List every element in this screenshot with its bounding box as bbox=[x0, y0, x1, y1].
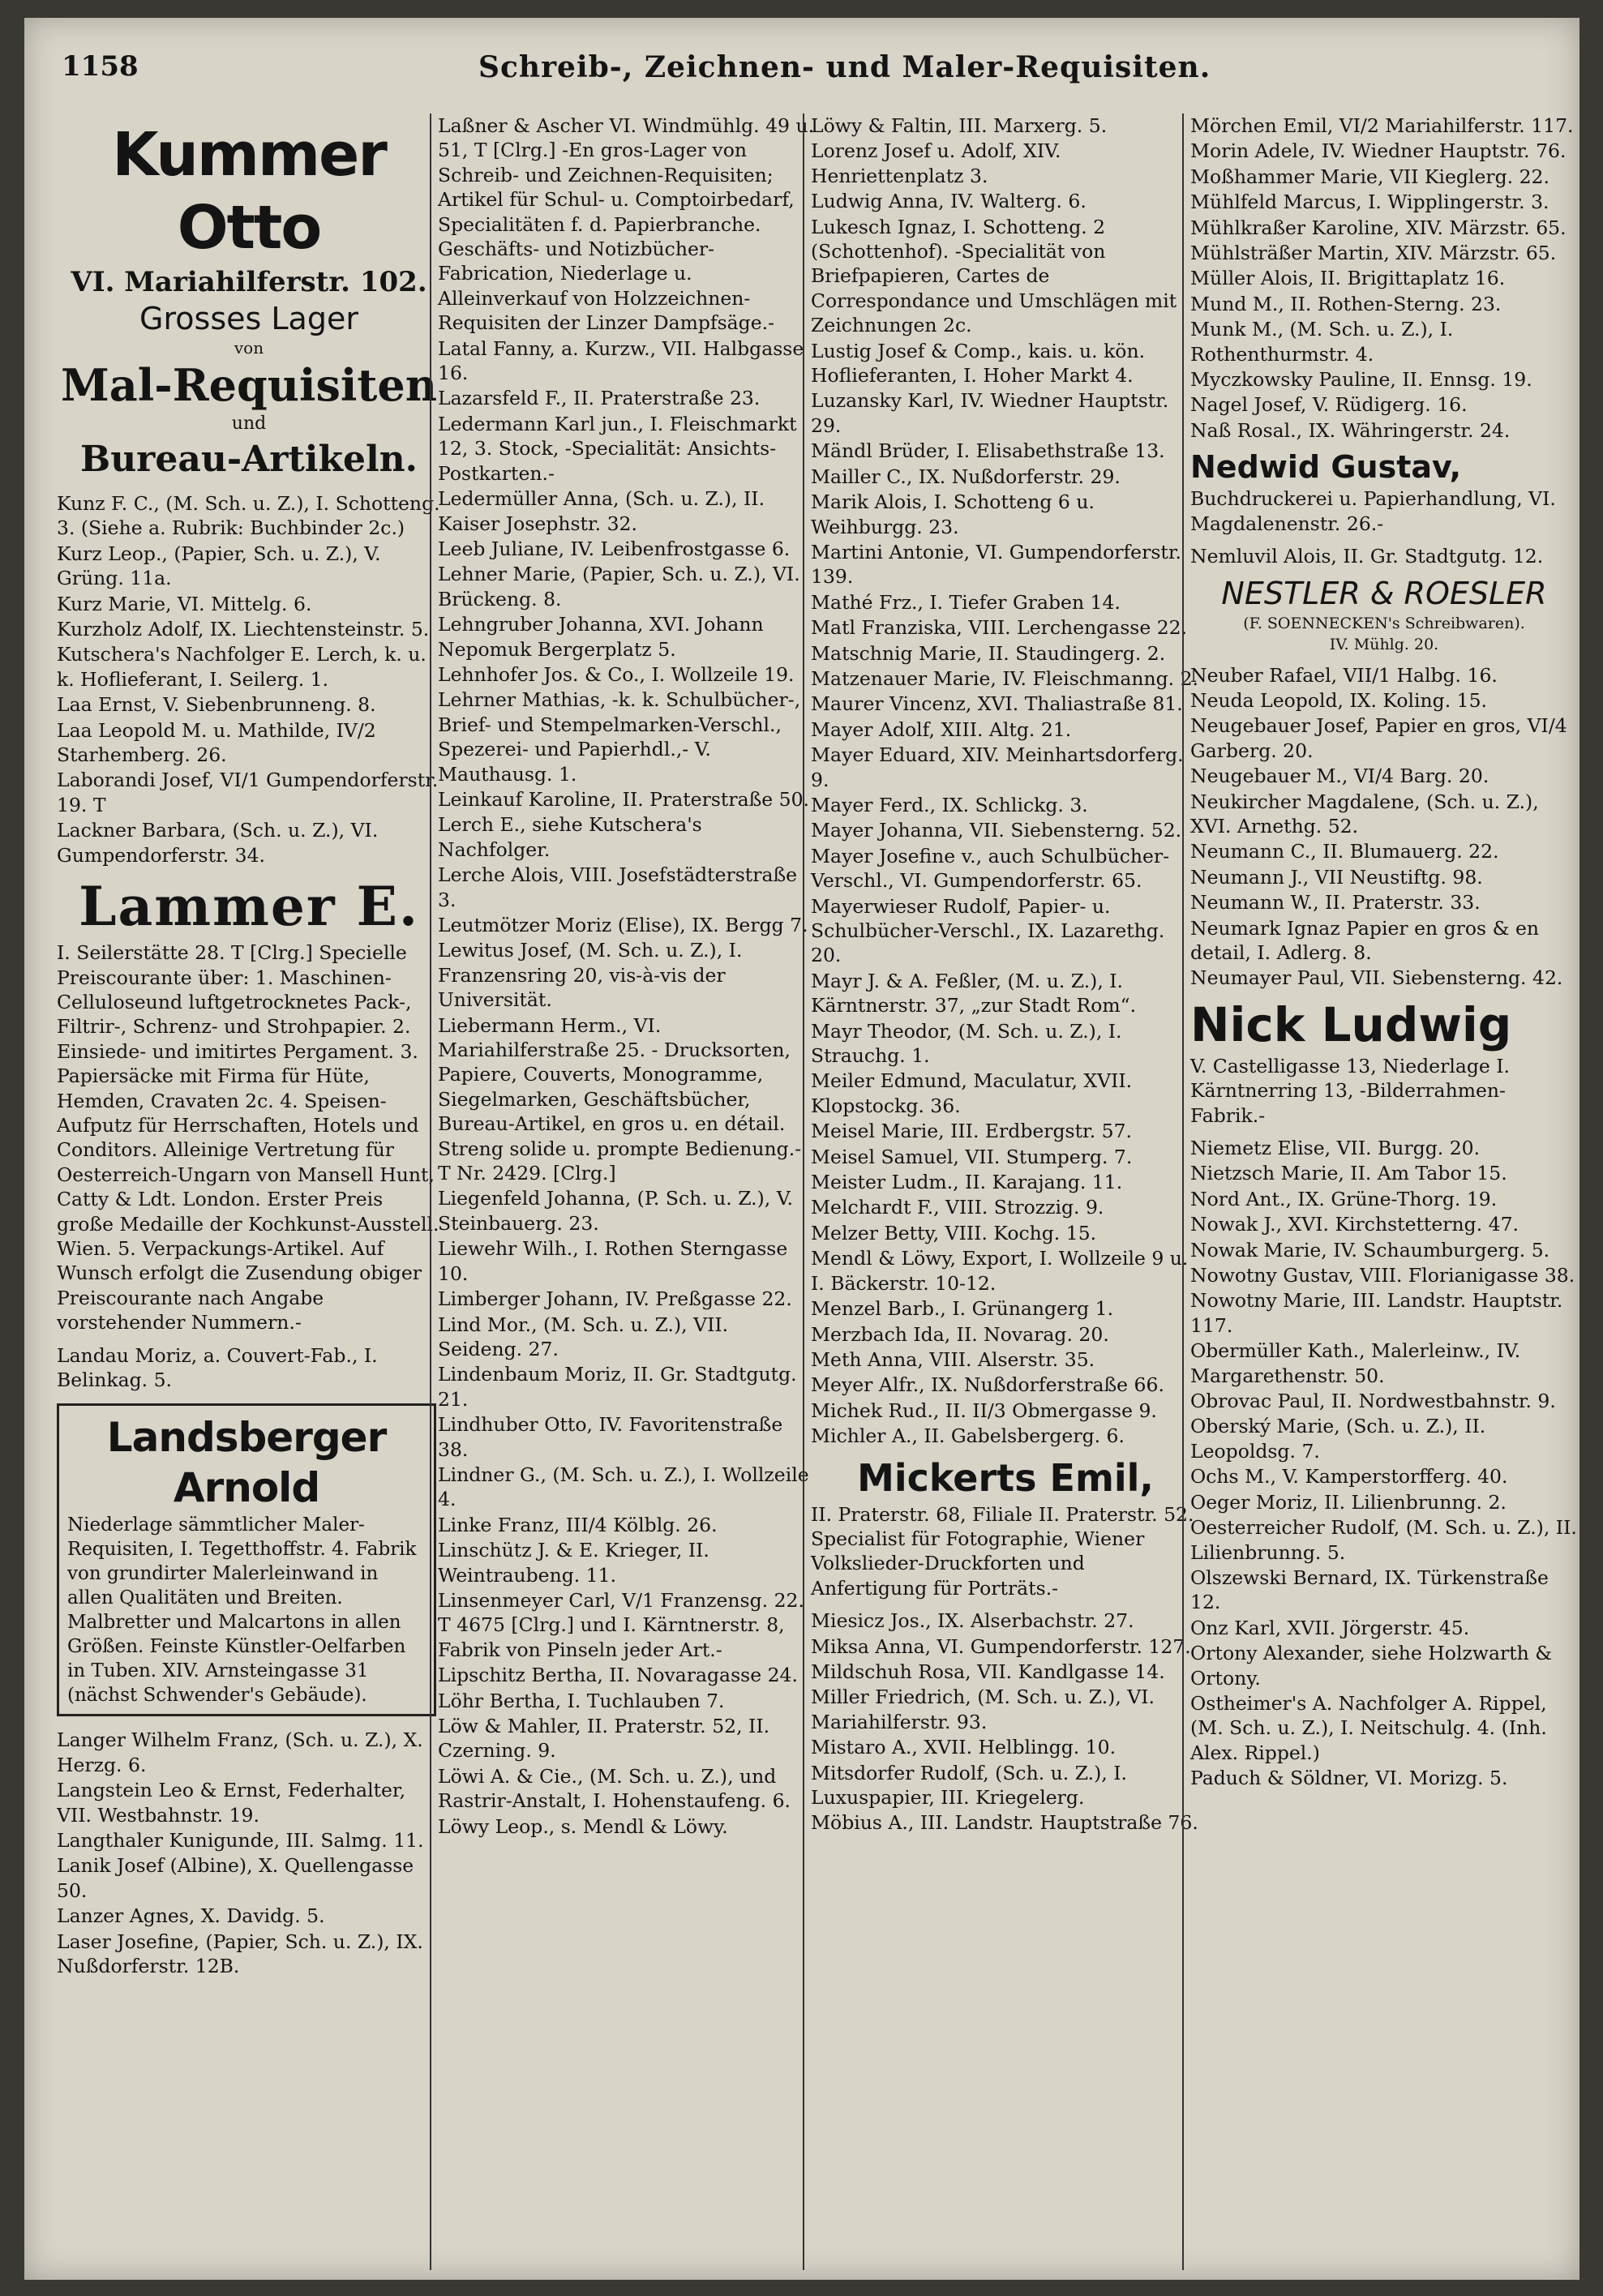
list-item: Nord Ant., IX. Grüne-Thorg. 19. bbox=[1190, 1187, 1498, 1210]
list-item: Liewehr Wilh., I. Rothen Sterngasse 10. bbox=[438, 1237, 788, 1285]
list-item: Neukircher Magdalene, (Sch. u. Z.), XVI. Arnethg. 52. bbox=[1190, 790, 1539, 837]
list-item: Meister Ludm., II. Karajang. 11. bbox=[811, 1171, 1123, 1194]
page-header bbox=[24, 50, 1579, 107]
list-item: Leutmötzer Moriz (Elise), IX. Bergg 7. bbox=[438, 914, 808, 936]
list-item: Laborandi Josef, VI/1 Gumpendorferstr. 19. T bbox=[57, 769, 439, 816]
list-item: Meisel Marie, III. Erdbergstr. 57. bbox=[811, 1120, 1133, 1143]
ad-lammer bbox=[57, 872, 441, 1335]
list-item: Meyer Alfr., IX. Nußdorferstraße 66. bbox=[811, 1373, 1164, 1397]
list-item: Neumayer Paul, VII. Siebensterng. 42. bbox=[1190, 966, 1563, 990]
ad-landsberger-body: Niederlage sämmtlicher Maler-Requisiten, I. Tegetthoffstr. 4. Fabrik von grundirter Malerleinwand in allen Qualitäten und Breiten. Malbretter und Malcartons in allen Größen. Feinste Künstler-Oelfarben in Tuben. XIV. Arnsteingasse 31 (nächst Schwender's Gebäude). bbox=[67, 1514, 417, 1707]
list-item: Mayer Johanna, VII. Siebensterng. 52. bbox=[811, 819, 1182, 842]
ad-lammer-name: Lammer E. bbox=[79, 875, 419, 939]
ad-nick-name: Nick Ludwig bbox=[1190, 996, 1512, 1052]
list-item: Matschnig Marie, II. Staudingerg. 2. bbox=[811, 641, 1166, 665]
list-item: Munk M., (M. Sch. u. Z.), I. Rothenthurmstr. 4. bbox=[1190, 318, 1454, 366]
list-item: Mühlkraßer Karoline, XIV. Märzstr. 65. bbox=[1190, 216, 1567, 239]
list-item: Linschütz J. & E. Krieger, II. Weintraubeng. 11. bbox=[438, 1539, 709, 1587]
list-item: Nowotny Gustav, VIII. Florianigasse 38. bbox=[1190, 1264, 1575, 1287]
ad-nick-ludwig bbox=[1190, 996, 1578, 1128]
list-item: Kurz Marie, VI. Mittelg. 6. bbox=[57, 592, 312, 615]
list-item: Ludwig Anna, IV. Walterg. 6. bbox=[811, 190, 1087, 213]
ad-lammer-body: I. Seilerstätte 28. T [Clrg.] Specielle Preiscourante über: 1. Maschinen-Celluloseund luftgetrocknetes Pack-, Filtrir-, Schrenz- und Strohpapier. 2. Einsiede- und imitirtes Pergament. 3. Papiersäcke mit Firma für Hüte, Hemden, Cravaten 2c. 4. Speisen-Aufputz für Herrschaften, Hotels und Conditors. Alleinige Vertretung für Oesterreich-Ungarn von Mansell Hunt, Catty & Ldt. London. Erster Preis große Medaille der Kochkunst-Ausstell. Wien. 5. Verpackungs-Artikel. Auf Wunsch erfolgt die Zusendung obiger Preiscourante nach Angabe vorstehender Nummern.- bbox=[57, 941, 439, 1334]
list-item: Mund M., II. Rothen-Sterng. 23. bbox=[1190, 292, 1502, 315]
list-item: Kurz Leop., (Papier, Sch. u. Z.), V. Grüng. 11a. bbox=[57, 542, 381, 590]
list-item: Martini Antonie, VI. Gumpendorferstr. 139. bbox=[811, 540, 1181, 589]
list-item: Lerche Alois, VIII. Josefstädterstraße 3. bbox=[438, 863, 798, 911]
list-item: Matl Franziska, VIII. Lerchengasse 22. bbox=[811, 616, 1188, 640]
list-item: Nagel Josef, V. Rüdigerg. 16. bbox=[1190, 393, 1468, 417]
list-item: Niemetz Elise, VII. Burgg. 20. bbox=[1190, 1137, 1481, 1159]
list-item: Lanik Josef (Albine), X. Quellengasse 50. bbox=[57, 1854, 414, 1902]
list-item: Latal Fanny, a. Kurzw., VII. Halbgasse 16. bbox=[438, 336, 804, 385]
list-item: Kutschera's Nachfolger E. Lerch, k. u. k. Hoflieferant, I. Seilerg. 1. bbox=[57, 643, 426, 691]
list-item: Leeb Juliane, IV. Leibenfrostgasse 6. bbox=[438, 537, 791, 560]
list-item: Miksa Anna, VI. Gumpendorferstr. 127. bbox=[811, 1634, 1191, 1658]
list-item: Mayer Josefine v., auch Schulbücher-Verschl., VI. Gumpendorferstr. 65. bbox=[811, 844, 1170, 893]
list-item: Liebermann Herm., VI. Mariahilferstraße 25. - Drucksorten, Papiere, Couverts, Monogramme, Siegelmarken, Geschäftsbücher, Bureau-Artikel, en gros u. en détail. Streng solide u. prompte Bedienung.- T Nr. 2429. [Clrg.] bbox=[438, 1013, 802, 1185]
page-number: 1158 bbox=[62, 50, 139, 83]
list-item: Müller Alois, II. Brigittaplatz 16. bbox=[1190, 267, 1506, 290]
list-item: Mühlsträßer Martin, XIV. Märzstr. 65. bbox=[1190, 242, 1557, 265]
list-item: Neuber Rafael, VII/1 Halbg. 16. bbox=[1190, 663, 1498, 687]
list-item: Nietzsch Marie, II. Am Tabor 15. bbox=[1190, 1162, 1507, 1185]
list-item: Mendl & Löwy, Export, I. Wollzeile 9 u. I. Bäckerstr. 10-12. bbox=[811, 1247, 1189, 1295]
list-item: Lehrner Mathias, -k. k. Schulbücher-, Brief- und Stempelmarken-Verschl., Spezerei- und Papierhdl.,- V. Mauthausg. 1. bbox=[438, 688, 801, 786]
list-item: Mathé Frz., I. Tiefer Graben 14. bbox=[811, 590, 1121, 614]
list-item: Laßner & Ascher VI. Windmühlg. 49 u. 51, T [Clrg.] -En gros-Lager von Schreib- und Zeichnen-Requisiten; Artikel für Schul- u. Comptoirbedarf, Specialitäten f. d. Papierbranche. Geschäfts- und Notizbücher-Fabrication, Niederlage u. Alleinverkauf von Holzzeichnen-Requisiten der Linzer Dampfsäge.- bbox=[438, 114, 815, 335]
list-item: Landau Moriz, a. Couvert-Fab., I. Belinkag. 5. bbox=[57, 1343, 378, 1391]
ad-kummer-name: Kummer Otto bbox=[112, 120, 386, 263]
column-1 bbox=[57, 114, 441, 2270]
list-item: Laa Leopold M. u. Mathilde, IV/2 Starhemberg. 26. bbox=[57, 718, 376, 767]
list-item: Langer Wilhelm Franz, (Sch. u. Z.), X. Herzg. 6. bbox=[57, 1728, 423, 1776]
list-item: Lehngruber Johanna, XVI. Johann Nepomuk Bergerplatz 5. bbox=[438, 613, 764, 661]
list-item: Linsenmeyer Carl, V/1 Franzensg. 22. T 4675 [Clrg.] und I. Kärntnerstr. 8, Fabrik von Pinseln jeder Art.- bbox=[438, 1588, 804, 1661]
list-item: Mistaro A., XVII. Helblingg. 10. bbox=[811, 1736, 1117, 1759]
list-item: Lindenbaum Moriz, II. Gr. Stadtgutg. 21. bbox=[438, 1363, 797, 1411]
list-item: Kurzholz Adolf, IX. Liechtensteinstr. 5. bbox=[57, 618, 430, 641]
list-item: Löwi A. & Cie., (M. Sch. u. Z.), und Rastrir-Anstalt, I. Hohenstaufeng. 6. bbox=[438, 1764, 791, 1813]
list-item: Mayr Theodor, (M. Sch. u. Z.), I. Strauchg. 1. bbox=[811, 1019, 1122, 1068]
list-item: Mitsdorfer Rudolf, (Sch. u. Z.), I. Luxuspapier, III. Kriegelerg. bbox=[811, 1761, 1127, 1809]
list-item: Ostheimer's A. Nachfolger A. Rippel, (M. Sch. u. Z.), I. Neitschulg. 4. (Inh. Alex. Rippel.) bbox=[1190, 1691, 1547, 1764]
list-item: Mildschuh Rosa, VII. Kandlgasse 14. bbox=[811, 1660, 1165, 1683]
list-item: Oeger Moriz, II. Lilienbrunng. 2. bbox=[1190, 1490, 1507, 1514]
list-item: Lind Mor., (M. Sch. u. Z.), VII. Seideng. 27. bbox=[438, 1313, 729, 1360]
list-item: Lewitus Josef, (M. Sch. u. Z.), I. Franzensring 20, vis-à-vis der Universität. bbox=[438, 939, 743, 1012]
list-item: Langthaler Kunigunde, III. Salmg. 11. bbox=[57, 1829, 424, 1853]
list-item: Neumann C., II. Blumauerg. 22. bbox=[1190, 840, 1499, 863]
ad-nestler-line2: IV. Mühlg. 20. bbox=[1329, 635, 1439, 653]
ad-mickerts-body: II. Praterstr. 68, Filiale II. Praterstr. 52. Specialist für Fotographie, Wiener Volkslieder-Druckforten und Anfertigung für Porträts.- bbox=[811, 1502, 1194, 1600]
list-item: Meth Anna, VIII. Alserstr. 35. bbox=[811, 1347, 1095, 1371]
list-item: Mayer Eduard, XIV. Meinhartsdorferg. 9. bbox=[811, 743, 1184, 791]
column-2 bbox=[430, 114, 815, 2270]
list-item: Leinkauf Karoline, II. Praterstraße 50. bbox=[438, 787, 810, 811]
list-item: Melchardt F., VIII. Strozzig. 9. bbox=[811, 1196, 1104, 1219]
list-item: Michek Rud., II. II/3 Obmergasse 9. bbox=[811, 1399, 1157, 1422]
list-item: Löw & Mahler, II. Praterstr. 52, II. Czerning. 9. bbox=[438, 1715, 770, 1763]
list-item: Lipschitz Bertha, II. Novaragasse 24. bbox=[438, 1664, 798, 1687]
list-item: Lehner Marie, (Papier, Sch. u. Z.), VI. Brückeng. 8. bbox=[438, 563, 800, 610]
ad-mickerts bbox=[811, 1454, 1200, 1601]
ad-kummer-line1: Grosses Lager bbox=[139, 301, 358, 336]
list-item: Neumann J., VII Neustiftg. 98. bbox=[1190, 865, 1483, 889]
list-item: Matzenauer Marie, IV. Fleischmanng. 2. bbox=[811, 666, 1199, 690]
list-item: Mändl Brüder, I. Elisabethstraße 13. bbox=[811, 439, 1165, 463]
list-item: Michler A., II. Gabelsbergerg. 6. bbox=[811, 1424, 1125, 1448]
list-item: Neumark Ignaz Papier en gros & en detail, I. Adlerg. 8. bbox=[1190, 916, 1539, 964]
list-item: Lindner G., (M. Sch. u. Z.), I. Wollzeile 4. bbox=[438, 1463, 809, 1511]
list-item: Neuda Leopold, IX. Koling. 15. bbox=[1190, 688, 1488, 712]
list-item: Lazarsfeld F., II. Praterstraße 23. bbox=[438, 387, 761, 410]
list-item: Marik Alois, I. Schotteng 6 u. Weihburgg. 23. bbox=[811, 490, 1095, 538]
list-item: Löwy Leop., s. Mendl & Löwy. bbox=[438, 1814, 728, 1838]
list-item: Oberský Marie, (Sch. u. Z.), II. Leopoldsg. 7. bbox=[1190, 1415, 1486, 1463]
column-3 bbox=[803, 114, 1200, 2270]
ad-kummer-line5: Bureau-Artikeln. bbox=[80, 439, 418, 480]
list-item: Nowak Marie, IV. Schaumburgerg. 5. bbox=[1190, 1238, 1550, 1262]
list-item: Nowotny Marie, III. Landstr. Hauptstr. 117. bbox=[1190, 1289, 1563, 1337]
ad-kummer-line4: und bbox=[231, 413, 267, 434]
list-item: Lackner Barbara, (Sch. u. Z.), VI. Gumpendorferstr. 34. bbox=[57, 819, 379, 867]
list-item: Lanzer Agnes, X. Davidg. 5. bbox=[57, 1904, 325, 1928]
list-item: Lindhuber Otto, IV. Favoritenstraße 38. bbox=[438, 1413, 783, 1461]
ad-mickerts-name: Mickerts Emil, bbox=[857, 1455, 1154, 1500]
list-item: Neugebauer Josef, Papier en gros, VI/4 Garberg. 20. bbox=[1190, 714, 1567, 762]
list-item: Lorenz Josef u. Adolf, XIV. Henriettenplatz 3. bbox=[811, 139, 1061, 187]
list-item: Nowak J., XVI. Kirchstetterng. 47. bbox=[1190, 1213, 1519, 1236]
list-item: Mailler C., IX. Nußdorferstr. 29. bbox=[811, 465, 1121, 488]
ad-kummer-address: VI. Mariahilferstr. 102. bbox=[71, 266, 427, 298]
list-item: Lustig Josef & Comp., kais. u. kön. Hoflieferanten, I. Hoher Markt 4. bbox=[811, 339, 1146, 388]
list-item: Löhr Bertha, I. Tuchlauben 7. bbox=[438, 1689, 725, 1712]
list-item: Merzbach Ida, II. Novarag. 20. bbox=[811, 1322, 1109, 1346]
list-item: Melzer Betty, VIII. Kochg. 15. bbox=[811, 1221, 1097, 1244]
list-item: Obermüller Kath., Malerleinw., IV. Margarethenstr. 50. bbox=[1190, 1339, 1521, 1387]
list-item: Mayer Ferd., IX. Schlickg. 3. bbox=[811, 793, 1088, 816]
list-item: Obrovac Paul, II. Nordwestbahnstr. 9. bbox=[1190, 1390, 1556, 1413]
list-item: Lehnhofer Jos. & Co., I. Wollzeile 19. bbox=[438, 662, 795, 686]
list-item: Menzel Barb., I. Grünangerg 1. bbox=[811, 1297, 1114, 1321]
list-item: Kunz F. C., (M. Sch. u. Z.), I. Schotteng. 3. (Siehe a. Rubrik: Buchbinder 2c.) bbox=[57, 492, 440, 540]
ad-nestler-name: NESTLER & ROESLER bbox=[1221, 575, 1547, 611]
list-item: Löwy & Faltin, III. Marxerg. 5. bbox=[811, 114, 1108, 137]
ad-kummer-otto bbox=[57, 118, 441, 483]
list-item: Miesicz Jos., IX. Alserbachstr. 27. bbox=[811, 1609, 1134, 1633]
list-item: Meiler Edmund, Maculatur, XVII. Klopstockg. 36. bbox=[811, 1069, 1133, 1117]
directory-page bbox=[24, 18, 1579, 2280]
ad-nestler-roesler bbox=[1190, 574, 1578, 655]
ad-nedwid bbox=[1190, 448, 1578, 536]
list-item: Ortony Alexander, siehe Holzwarth & Ortony. bbox=[1190, 1642, 1553, 1690]
list-item: Lukesch Ignaz, I. Schotteng. 2 (Schottenhof). -Specialität von Briefpapieren, Cartes de Correspondance und Umschlägen mit Zeichnungen 2c. bbox=[811, 215, 1177, 337]
column-4 bbox=[1182, 114, 1578, 2270]
list-item: Neugebauer M., VI/4 Barg. 20. bbox=[1190, 765, 1489, 788]
list-item: Moßhammer Marie, VII Kieglerg. 22. bbox=[1190, 165, 1549, 188]
ad-nick-body: V. Castelligasse 13, Niederlage I. Kärntnerring 13, -Bilderrahmen-Fabrik.- bbox=[1190, 1054, 1511, 1127]
list-item: Morin Adele, IV. Wiedner Hauptstr. 76. bbox=[1190, 139, 1567, 163]
list-item: Neumann W., II. Praterstr. 33. bbox=[1190, 891, 1481, 915]
ad-kummer-line2: von bbox=[234, 338, 264, 358]
list-item: Mühlfeld Marcus, I. Wipplingerstr. 3. bbox=[1190, 191, 1549, 214]
ad-nedwid-body: Buchdruckerei u. Papierhandlung, VI. Magdalenenstr. 26.- bbox=[1190, 487, 1556, 535]
ad-kummer-line3: Mal-Requisiten bbox=[61, 359, 437, 411]
list-item: Naß Rosal., IX. Währingerstr. 24. bbox=[1190, 418, 1511, 442]
list-item: Ochs M., V. Kamperstorfferg. 40. bbox=[1190, 1465, 1508, 1489]
list-item: Langstein Leo & Ernst, Federhalter, VII. Westbahnstr. 19. bbox=[57, 1779, 406, 1827]
list-item: Linke Franz, III/4 Kölblg. 26. bbox=[438, 1513, 718, 1536]
list-item: Limberger Johann, IV. Preßgasse 22. bbox=[438, 1287, 792, 1311]
ad-landsberger-name: Landsberger Arnold bbox=[106, 1414, 387, 1512]
list-item: Maurer Vincenz, XVI. Thaliastraße 81. bbox=[811, 692, 1183, 716]
list-item: Laa Ernst, V. Siebenbrunneng. 8. bbox=[57, 693, 376, 717]
list-item: Mayer Adolf, XIII. Altg. 21. bbox=[811, 718, 1072, 741]
ad-landsberger-box bbox=[57, 1403, 436, 1716]
list-item: Olszewski Bernard, IX. Türkenstraße 12. bbox=[1190, 1566, 1549, 1614]
ad-nedwid-name: Nedwid Gustav, bbox=[1190, 449, 1462, 486]
list-item: Ledermüller Anna, (Sch. u. Z.), II. Kaiser Josephstr. 32. bbox=[438, 487, 765, 535]
list-item: Ledermann Karl jun., I. Fleischmarkt 12, 3. Stock, -Specialität: Ansichts-Postkarten.- bbox=[438, 412, 797, 485]
list-item: Mayr J. & A. Feßler, (M. u. Z.), I. Kärntnerstr. 37, „zur Stadt Rom“. bbox=[811, 969, 1137, 1017]
list-item: Myczkowsky Pauline, II. Ennsg. 19. bbox=[1190, 368, 1532, 392]
list-item: Möbius A., III. Landstr. Hauptstraße 76. bbox=[811, 1811, 1198, 1835]
ad-nestler-line1: (F. SOENNECKEN's Schreibwaren). bbox=[1243, 614, 1525, 632]
list-item: Onz Karl, XVII. Jörgerstr. 45. bbox=[1190, 1616, 1470, 1639]
list-item: Lerch E., siehe Kutschera's Nachfolger. bbox=[438, 813, 702, 861]
list-item: Liegenfeld Johanna, (P. Sch. u. Z.), V. Steinbauerg. 23. bbox=[438, 1187, 794, 1235]
list-item: Mayerwieser Rudolf, Papier- u. Schulbücher-Verschl., IX. Lazarethg. 20. bbox=[811, 894, 1165, 967]
list-item: Meisel Samuel, VII. Stumperg. 7. bbox=[811, 1145, 1133, 1168]
list-item: Laser Josefine, (Papier, Sch. u. Z.), IX. Nußdorferstr. 12B. bbox=[57, 1930, 423, 1978]
list-item: Miller Friedrich, (M. Sch. u. Z.), VI. Mariahilferstr. 93. bbox=[811, 1686, 1155, 1733]
list-item: Luzansky Karl, IV. Wiedner Hauptstr. 29. bbox=[811, 389, 1169, 437]
running-title: Schreib-, Zeichnen- und Maler-Requisiten. bbox=[478, 50, 1211, 84]
list-item: Nemluvil Alois, II. Gr. Stadtgutg. 12. bbox=[1190, 545, 1544, 568]
list-item: Paduch & Söldner, VI. Morizg. 5. bbox=[1190, 1767, 1508, 1790]
list-item: Oesterreicher Rudolf, (M. Sch. u. Z.), II. Lilienbrunng. 5. bbox=[1190, 1516, 1577, 1564]
list-item: Mörchen Emil, VI/2 Mariahilferstr. 117. bbox=[1190, 114, 1574, 137]
